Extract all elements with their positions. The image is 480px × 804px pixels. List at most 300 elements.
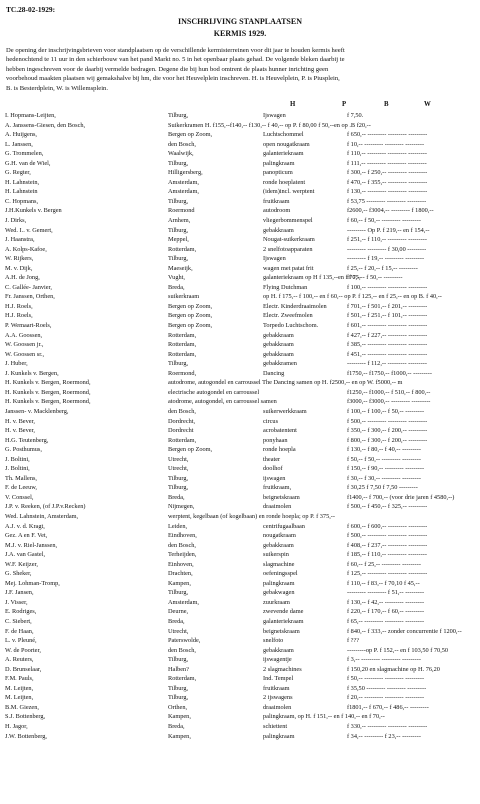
entry-place: Tilburg, [168,474,189,482]
entry-name: J.H.Kunkels v. Bergen [5,207,62,215]
entry-bids: f 100,-- f 100,-- f 50,-- --------- [347,407,425,415]
entry-name: A. Reuters, [5,656,34,664]
entry-place: Kampen, [168,732,191,740]
entry-name: H.J. Roels, [5,312,33,320]
entry-name: A.J. v. d. Kragt, [5,522,45,530]
entry-attraction: 2 snelfotoapparaten [263,245,313,253]
entry-bids: f 110,-- --------- --------- --------- [347,150,427,158]
table-row [5,693,480,703]
entry-attraction: gebakkraam [263,350,294,358]
table-row [5,388,480,398]
table-row [5,254,480,264]
entry-attraction: Ijswagen [263,112,286,119]
entry-bids: f 3,-- --------- --------- --------- [347,656,421,664]
entry-place: suikerkraam [168,293,200,301]
entry-attraction: gebakkramen [263,360,297,368]
entry-place: werptent, kegelbaan (of kogelbaan) en ronde hoepla; op P. f 375,-- [168,512,335,520]
entry-bids: f 34,-- --------- f 23,-- --------- [347,732,421,740]
table-row [5,121,480,131]
entry-attraction: fruitkraam, [263,484,292,492]
entry-name: G. Regter, [5,169,31,177]
entry-place: Breda, [168,723,185,730]
table-row [5,216,480,226]
entry-attraction: palingkraam [263,579,295,587]
entry-attraction: Torpedo Luchtschom. [263,322,319,330]
entry-attraction: slagmachine [263,560,295,568]
entry-attraction: theater [263,455,281,463]
table-row [5,502,480,512]
entry-attraction: wagen met patat frit [263,264,314,272]
entry-name: H.G. Teutenberg, [5,436,49,444]
intro-line: De opening der inschrijvingsbrieven voor standplaatsen op de verschillende kermisterreinen voor dit jaar te houden kermis heeft [6,47,345,54]
entry-attraction: schiettent [263,723,288,730]
entry-attraction: 2 slagmachines [263,665,302,673]
entry-attraction: gebakkraam [263,226,294,234]
entry-bids: f 125,-- --------- --------- --------- [347,570,428,578]
entry-name: Wed. Lahnstein, Amsterdam, [5,512,79,520]
table-row [5,712,480,722]
entry-attraction: ponyhaan [263,436,288,444]
table-row [5,350,480,360]
table-row [5,722,480,732]
entry-attraction: fruitkraam [263,684,290,692]
table-row [5,187,480,197]
entry-place: Maeseijk, [168,264,193,272]
table-row [5,522,480,532]
entry-attraction: Dancing [263,369,285,377]
entry-bids: f 185,-- f 110,-- --------- --------- [347,551,428,559]
entry-place: Rotterdam, [168,331,197,339]
entry-name: W. de Poorter, [5,646,41,654]
entry-bids: ---------op P. f 152,-- en f 103,50 f 70,50 [347,646,449,654]
column-header-p: P [342,101,347,108]
entry-place: Hilligersberg, [168,169,203,177]
table-row [5,646,480,656]
entry-place: Amsterdam, [168,178,199,186]
table-row [5,569,480,579]
entries-table [5,111,480,741]
entry-place: Breda, [168,617,185,625]
table-row [5,311,480,321]
entry-attraction: Electr. Kinderdraaimolen [263,302,327,310]
entry-attraction: Luchtschommel [263,131,304,139]
table-row [5,550,480,560]
entry-name: J.P. v. Reeken, (of J.P.v.Recken) [5,503,86,511]
entry-place: Rotterdam, [168,675,197,683]
entry-place: Rotterdam, [168,436,197,444]
table-row [5,273,480,283]
entry-attraction: Electr. Zweefmolen [263,312,313,320]
table-row [5,340,480,350]
entry-name: J. Haanstra, [5,236,35,244]
entry-name: H. Kunkels v. Bergen, Roermond, [5,388,91,396]
table-row [5,178,480,188]
entry-bids: f 60,-- f 50,-- --------- --------- [347,217,421,225]
entry-attraction: vliegerbommenspel [263,217,313,225]
entry-place: Tilburg, [168,255,189,263]
entry-place: Eindhoven, [168,532,197,540]
entry-place: Vught, [168,274,185,282]
entry-name: A.A. Goossen, [5,331,43,339]
entry-place: Arnhem, [168,217,191,225]
document-subtitle: KERMIS 1929. [213,29,267,38]
entry-bids: f1750,-- f1750,-- f1000,-- --------- [347,369,432,377]
entry-bids: f 427,-- f 227,-- --------- --------- [347,331,428,339]
entry-name: G. Posthumus, [5,446,42,454]
entry-name: W.F. Keijzer, [5,560,38,568]
entry-place: Halben? [168,665,189,673]
entry-name: Fr. Janssen, Orthen, [5,293,55,301]
entry-place: atodrome, autogondel, en carroussel samen [168,398,277,406]
entry-place: Tilburg, [168,360,189,368]
entry-name: J. Huber, [5,360,28,368]
entry-bids: f 601,-- --------- --------- --------- [347,322,428,330]
entry-bids: f 50,-- --------- --------- --------- [347,675,425,683]
entry-place: Utrecht, [168,455,189,463]
entry-place: Kampen, [168,579,191,587]
entry-attraction: Ind. Tempel [263,675,294,683]
table-row [5,111,480,121]
document-title: INSCHRIJVING STANPLAATSEN [178,17,302,26]
table-row [5,264,480,274]
entry-bids: f 500,-- --------- --------- --------- [347,417,428,425]
entry-place: Tilburg, [168,197,189,205]
table-row [5,617,480,627]
entry-attraction: 2 ijswagens [263,694,293,702]
entry-attraction: ijswagentje [263,656,292,664]
table-row [5,684,480,694]
entry-place: Breda, [168,283,185,291]
table-row [5,369,480,379]
table-row [5,436,480,446]
entry-name: H. Lahnstein, [5,178,40,186]
entry-name: A.H. de Jong, [5,274,40,282]
entry-attraction: oefeningsspel [263,570,298,578]
entry-place: Utrecht, [168,627,189,635]
table-row [5,197,480,207]
entry-place: Nijmegen, [168,503,195,511]
entry-attraction: ronde hoeplatent [263,178,306,186]
entry-name: M.J. v. Riel-Janssen, [5,541,58,549]
table-row [5,130,480,140]
entry-attraction: snelfoto [263,637,284,645]
entry-name: Mej. Lohman-Tromp, [5,579,60,587]
table-row [5,464,480,474]
entry-attraction: galanteriekraam [263,150,304,158]
entry-attraction: Nougat-suikerkraam [263,236,315,244]
entry-place: Orthen, [168,703,188,711]
entry-bids: f 130,-- f 42,-- --------- --------- [347,598,425,606]
entry-bids: --------- Op P. f 219,-- en f 154,-- [347,226,430,234]
entry-bids: f 35,50 --------- --------- --------- [347,684,427,692]
entry-bids: f1250,-- f1000,-- f 510,-- f 800,-- [347,388,431,396]
entry-attraction: beignetskraam [263,493,300,501]
entry-attraction: suikerspin [263,551,289,559]
entry-attraction: gebakkraam [263,541,294,549]
entry-bids: f 20,-- --------- --------- --------- [347,694,425,702]
entry-place: Bergen op Zoom, [168,312,213,320]
entry-name: H. v. Bever, [5,427,35,435]
table-row [5,149,480,159]
entry-name: M. Leijten, [5,684,34,692]
table-row [5,588,480,598]
entry-place: Einhoven, [168,560,194,568]
entry-bids: f 53,75 --------- --------- --------- [347,197,427,205]
entry-name: P. Wemaart-Roels, [5,322,52,330]
entry-bids: f ??? [347,637,360,645]
document-reference: TC.28-02-1929: [6,5,56,14]
table-row [5,321,480,331]
table-row [5,206,480,216]
entry-place: Tilburg, [168,656,189,664]
entry-attraction: zuurkraam [263,598,290,606]
entry-place: den Bosch, [168,407,196,415]
entry-bids: f 111,-- --------- --------- --------- [347,159,427,167]
entry-place: Roermond, [168,369,197,377]
entry-attraction: gebakkraam [263,331,294,339]
entry-name: J.A. van Gastel, [5,551,46,559]
entry-name: H. Lahnstein [5,188,38,196]
table-row [5,512,480,522]
table-row [5,245,480,255]
entry-place: Tilburg, [168,589,189,597]
entry-place: Roermond [168,207,195,215]
entry-bids: f 451,-- --------- --------- --------- [347,350,428,358]
table-row [5,665,480,675]
table-row [5,627,480,637]
table-row [5,607,480,617]
entry-attraction: nougatkraam [263,532,296,540]
table-row [5,455,480,465]
entry-name: Wed. I.. v. Gemert, [5,226,53,234]
entry-attraction: (idem)incl. werptent [263,188,315,196]
entry-bids: f 300,-- f 250,-- --------- --------- [347,169,428,177]
table-row [5,732,480,742]
entry-name: H. v. Bever, [5,417,35,425]
entry-name: G. Trommelen, [5,150,44,158]
entry-place: Deurne, [168,608,189,616]
entry-bids: f 501,-- f 251,-- f 101,-- --------- [347,312,428,320]
entry-place: Meppel, [168,236,189,244]
entry-bids: --------- --------- f 30,00 --------- [347,245,427,253]
entry-name: F.M. Pauls, [5,675,34,683]
entry-name: J. Visser, [5,598,28,606]
entry-attraction: gebakkraam [263,646,294,654]
entry-bids: f 65,-- --------- --------- --------- [347,617,425,625]
entry-place: Dordrecht [168,427,194,435]
table-row [5,579,480,589]
table-row [5,636,480,646]
table-row [5,397,480,407]
entry-name: H. Jagor, [5,723,28,730]
entry-bids: f 25,-- f 20,-- f 15,-- --------- [347,264,418,272]
table-row [5,598,480,608]
entry-place: Bergen op Zoom, [168,446,213,454]
entry-bids: --------- --------- f 51,-- --------- [347,589,425,597]
entry-place: Tilburg, [168,694,189,702]
entry-place: Tilburg, [168,484,189,492]
table-row [5,493,480,503]
entry-attraction: gebakkraam [263,341,294,349]
table-row [5,483,480,493]
entry-attraction: ronde hoepla [263,446,296,454]
table-row [5,302,480,312]
table-row [5,283,480,293]
entry-name: W. Goossen jr., [5,341,44,349]
table-row [5,474,480,484]
entry-bids: f 30,25 f 7,50 f 7,50 --------- [347,484,418,492]
entry-name: Gez. A en F. Vet, [5,532,48,540]
entry-attraction: palingkraam [263,159,295,167]
entry-bids: f 350,-- f 300,-- f 200,-- --------- [347,427,428,435]
table-row [5,445,480,455]
column-header-b: B [384,101,389,108]
entry-place: Tilburg, [168,159,189,167]
entry-place: Drachten, [168,570,193,578]
entry-attraction: zwevende dame [263,608,304,616]
entry-bids: f1400,-- f 700,-- (voor drie jaren f 4580,--) [347,493,455,501]
entry-place: Rotterdam, [168,350,197,358]
entry-bids: f 30,-- f 30,-- --------- --------- [347,474,421,482]
entry-attraction: panopticum [263,169,293,177]
entry-attraction: centrifugaalbaan [263,522,305,530]
entry-attraction: doolhof [263,465,283,473]
intro-line: voorbehoud maakten plaatsen wij gemakshalve bij hm, die voor het Heuvelplein inschreven. H. is Heuvelplein, P. is Piusplein, [6,75,340,83]
entry-name: D. Brunselaar, [5,665,42,673]
entry-name: W. Goossen sr., [5,350,45,358]
table-row [5,407,480,417]
entry-bids: f3000,-- f3000,-- --------- --------- [347,398,431,406]
table-row [5,378,480,388]
entry-name: H. Kunkels v. Bergen, Roermond, [5,379,91,387]
entry-attraction: beignetskraam [263,627,300,635]
entry-name: J. Boltini, [5,465,30,473]
entry-place: Breda, [168,493,185,501]
entry-name: C. Siebert, [5,617,32,625]
entry-place: Amsterdam, [168,188,199,196]
entry-bids: f 800,-- f 300,-- f 200,-- --------- [347,436,428,444]
entry-name: A. Janssens-Giesen, den Bosch, [5,121,86,129]
entry-bids: f 385,-- --------- --------- --------- [347,341,428,349]
intro-line: hebben ingeschreven voor de daarbij vermelde bedragen. Degene die bij hun bod omtrent de plaats hunner inrichting geen [6,65,329,73]
entry-place: Bergen op Zoom, [168,322,213,330]
entry-bids: f 150,20 en slagmachine op H. 76,20 [347,665,440,673]
entry-name: Janssen- v. Macklenberg, [5,407,69,415]
entry-attraction: galanteriekraam op H f 135,--en f 70,-- [263,274,362,282]
entry-bids: f 110,-- f 83,-- f 70,10 f 45,-- [347,579,420,587]
entry-name: G.H. van de Wiel, [5,159,51,167]
entry-bids: f 840,-- f 333,-- zonder concurrentie f 1200,-- [347,627,462,635]
entry-bids: f 220,-- f 170,-- f 60,-- --------- [347,608,425,616]
entry-attraction: galanteriekraam [263,617,304,625]
entry-attraction: ijswagen [263,474,286,482]
entry-place: Bergen op Zoom, [168,302,213,310]
entry-name: J.W. Bottenberg, [5,732,47,740]
table-row [5,531,480,541]
table-row [5,292,480,302]
entry-attraction: Flying Dutchman [263,283,308,291]
entry-name: J. Boltini, [5,455,30,463]
table-row [5,226,480,236]
entry-name: M. v. Dijk, [5,264,33,272]
entry-attraction: suikerwerkkraam [263,407,307,415]
entry-attraction: fruitkraam [263,197,290,205]
entry-attraction: gebakwagen [263,589,295,597]
entry-bids: f 50,-- f 50,-- --------- --------- [347,455,421,463]
entry-bids: f 650,-- --------- --------- --------- [347,131,428,139]
entry-attraction: autodroom [263,207,291,215]
entry-name: F. de Leeuw, [5,484,37,492]
entry-name: V. Conssel, [5,493,34,501]
entry-attraction: palingkraam [263,732,295,740]
entry-name: A. Kolps-Kafoe, [5,245,47,253]
entry-name: M. Leijten, [5,694,34,702]
entry-place: Dordrecht, [168,417,196,425]
entry-name: H.J. Roels, [5,302,33,310]
table-row [5,168,480,178]
table-row [5,359,480,369]
table-row [5,703,480,713]
entry-bids: f2600,-- f3004,-- --------- f 1800,-- [347,207,434,215]
table-row [5,541,480,551]
entry-name: B.M. Giezen, [5,703,39,711]
entry-bids: f 408,-- f 237,-- --------- --------- [347,541,428,549]
table-row [5,674,480,684]
entry-bids: f 470,-- f 355,-- --------- --------- [347,178,428,186]
entry-place: Tilburg, [168,684,189,692]
entry-name: F. de Haan, [5,627,34,635]
entry-name: J.F. Jansen, [5,589,34,597]
entry-name: E. Rodriges, [5,608,37,616]
entry-name: L. Janssen, [5,140,33,148]
entry-bids: f 251,-- f 110,-- --------- --------- [347,236,428,244]
entry-attraction: Ijswagen [263,255,286,263]
table-row [5,655,480,665]
table-row [5,235,480,245]
entry-bids: --------- f 112,-- --------- --------- [347,360,427,368]
entry-place: Tilburg, [168,226,189,234]
entry-bids: f 330,-- --------- --------- --------- [347,723,428,730]
entry-bids: f 7,50. [347,112,364,119]
table-row [5,560,480,570]
entry-bids: f 500,-- f 450,-- f 325,-- --------- [347,503,428,511]
entry-bids: f 600,-- f 600,-- --------- --------- [347,522,428,530]
entry-name: W. Rijkers, [5,255,34,263]
entry-attraction: op H. f 175,-- f 100,-- en f 60,-- op P. f 125,-- en f 25,-- en op B. f 40,-- [263,293,442,301]
entry-place: den Bosch, [168,140,196,148]
entry-name: G. Sheker, [5,570,32,578]
table-row [5,426,480,436]
entry-bids: f 10,-- --------- --------- --------- [347,140,425,148]
table-row [5,331,480,341]
entry-name: J. Dirks, [5,217,27,225]
entry-place: Terheijden, [168,551,197,559]
entry-attraction: draaimolen [263,503,292,511]
entry-place: Waalwijk, [168,150,194,158]
entry-bids: f 60,-- f 25,-- --------- --------- [347,560,421,568]
entry-name: S.J. Bottenberg, [5,713,46,721]
entry-place: Leiden, [168,522,188,530]
intro-paragraph [6,46,480,93]
entry-place: den Bosch, [168,541,196,549]
column-header-h: H [290,101,296,108]
entry-bids: f 130,-- --------- --------- --------- [347,188,428,196]
entry-bids: f 701,-- f 501,-- f 201,-- --------- [347,302,428,310]
entry-name: A. Huijgens, [5,131,38,139]
entry-place: Kampen, [168,713,191,721]
entry-attraction: acrobatentent [263,427,297,435]
table-row [5,159,480,169]
